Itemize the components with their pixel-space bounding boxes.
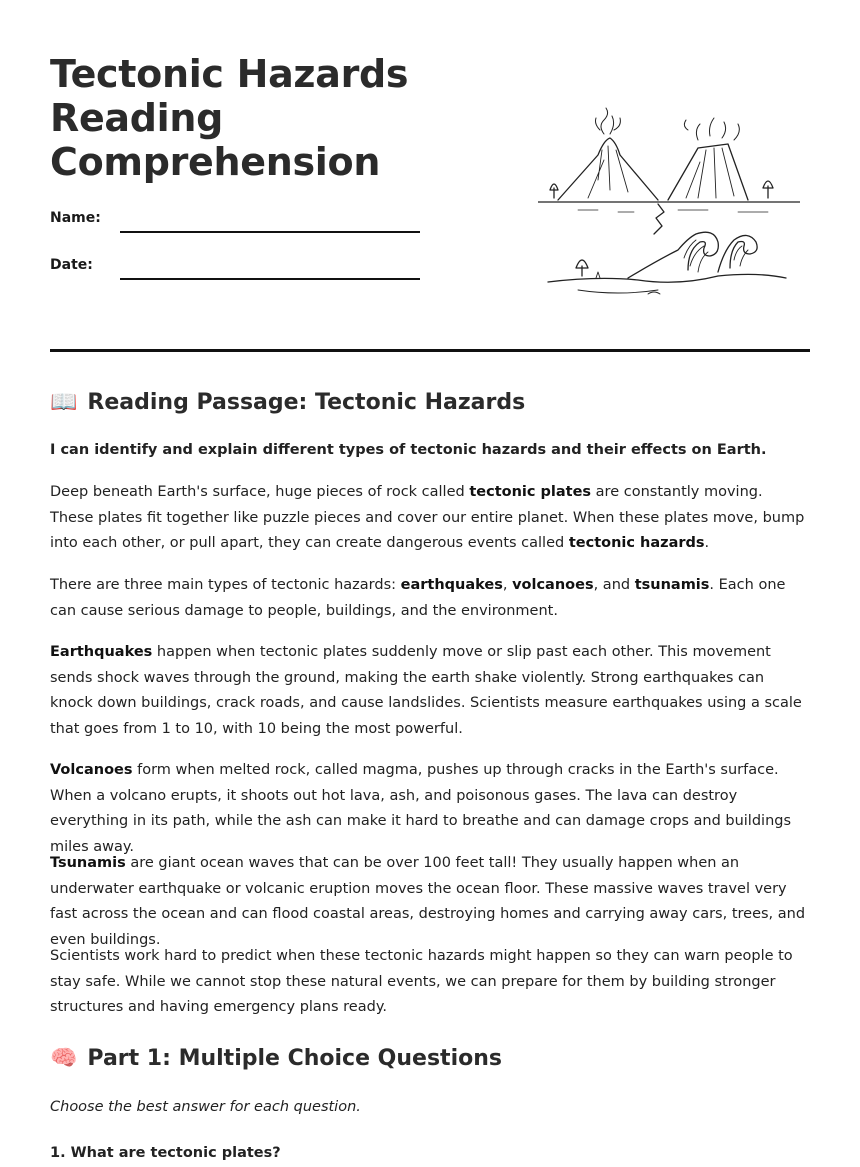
brain-icon: 🧠 [50,1045,78,1071]
eruption-smoke-right [684,118,739,140]
tectonic-hazards-illustration [538,100,800,306]
passage-paragraph-2: There are three main types of tectonic hazards: earthquakes, volcanoes, and tsunamis. Each one can cause serious damage to people, buildings, and the environment. [50,577,786,619]
name-label: Name: [50,210,101,226]
ground-crack [654,204,664,234]
passage-paragraph-5: Tsunamis are giant ocean waves that can be over 100 feet tall! They usually happen when an underwater earthquake or volcanic eruption moves the ocean floor. These massive waves travel very fast across the ocean and can flood coastal areas, destroying homes and carrying away cars, trees, and even buildings. [50,855,806,948]
tree-shore [576,260,588,276]
reading-title-text: Reading Passage: Tectonic Hazards [87,390,526,415]
shoreline [548,274,786,282]
open-book-icon: 📖 [50,389,78,415]
part1-section-title [50,1046,502,1071]
passage-paragraph-6: Scientists work hard to predict when these tectonic hazards might happen so they can warn people to stay safe. While we cannot stop these natural events, we can prepare for them by building stronger structures and having emergency plans ready. [50,948,793,1015]
date-label: Date: [50,257,93,273]
reading-section-title [50,390,525,415]
passage-paragraph-3: Earthquakes happen when tectonic plates suddenly move or slip past each other. This movement sends shock waves through the ground, making the earth shake violently. Strong earthquakes can knock down buildings, crack roads, and cause landslides. Scientists measure earthquakes using a scale that goes from 1 to 10, with 10 being the most powerful. [50,644,802,737]
part1-instructions: Choose the best answer for each question. [50,1099,361,1115]
header-divider [50,349,810,352]
tree-right [763,181,773,198]
tree-left [550,184,558,198]
date-field[interactable] [120,278,420,280]
name-field[interactable] [120,231,420,233]
part1-title-text: Part 1: Multiple Choice Questions [87,1046,502,1071]
passage-paragraph-1: Deep beneath Earth's surface, huge pieces of rock called tectonic plates are constantly moving. These plates fit together like puzzle pieces and cover our entire planet. When these plates move, bump into each other, or pull apart, they can create dangerous events called tectonic hazards. [50,484,805,551]
tsunami-wave-small [718,235,757,272]
learning-objective: I can identify and explain different types of tectonic hazards and their effects on Earth. [50,442,767,458]
eruption-smoke-left [596,108,621,134]
passage-paragraph-4: Volcanoes form when melted rock, called magma, pushes up through cracks in the Earth's surface. When a volcano erupts, it shoots out hot lava, ash, and poisonous gases. The lava can destroy everything in its path, while the ash can make it hard to breathe and can damage crops and buildings miles away. [50,762,792,855]
question-1: 1. What are tectonic plates? [50,1145,281,1161]
right-volcano [668,144,748,200]
worksheet-title: Tectonic Hazards Reading Comprehension [50,52,409,184]
